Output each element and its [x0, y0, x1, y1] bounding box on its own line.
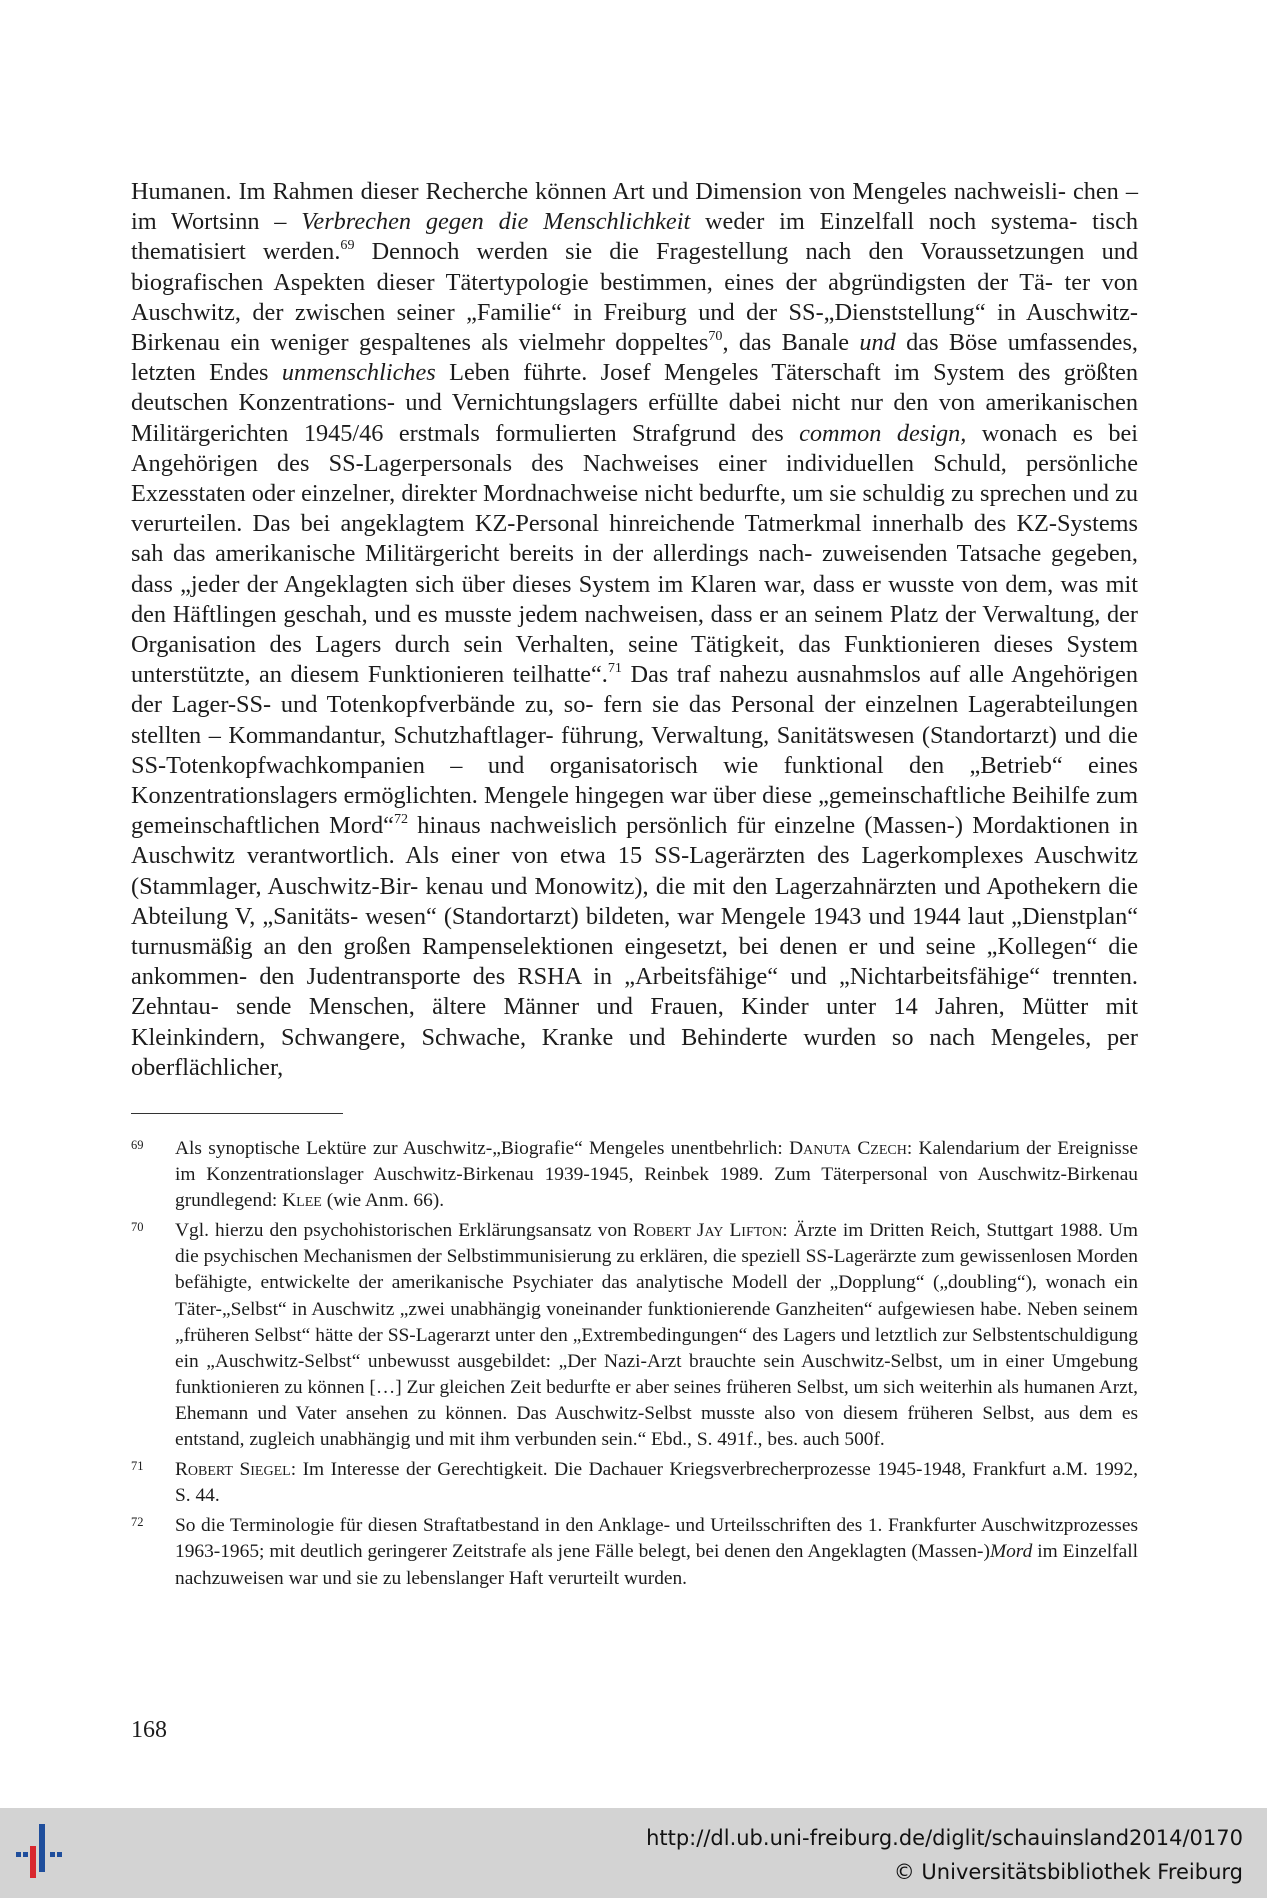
body-paragraph — [131, 177, 1138, 1083]
italic-phrase: Verbrechen gegen die Menschlichkeit — [301, 208, 691, 236]
footnote-72 — [131, 1513, 1138, 1591]
italic-phrase: unmenschliches — [281, 359, 436, 387]
text-line: weder im Einzelfall noch systema- — [690, 208, 1078, 236]
text-line: organisatorisch wie funktional den „Betrieb“ eines Konzentrationslagers ermöglichten. Mengele — [131, 751, 1138, 810]
text-line: Dennoch werden sie die Fragestellung nach den Voraussetzungen — [354, 238, 1085, 266]
text-line: zuweisenden Tatsache gegeben, dass „jeder der Angeklagten sich über dieses System im Klaren — [131, 540, 1138, 598]
text-line: den großen Rampenselektionen eingesetzt, bei denen er und seine „Kollegen“ die ankommen- — [131, 933, 1138, 991]
page-number: 168 — [131, 1717, 167, 1743]
text-line: Schwangere, Schwache, Kranke und Behinderte wurden so nach Mengeles, per oberflächlicher, — [131, 1023, 1139, 1081]
text-line: kenau und Monowitz), die mit den Lagerzahnärzten und Apothekern die Abteilung V, „Sanitäts- — [131, 872, 1138, 930]
footnote-text: : Im Interesse der Gerechtigkeit. Die Dachauer Kriegsverbrecherprozesse 1945-1948, Frankfurt a.M. 1992, S. 44. — [175, 1459, 1138, 1507]
text-line: amerikanischen Militärgerichten 1945/46 erstmals formulierten Strafgrund des — [131, 389, 1139, 447]
footnote-text: im Einzelfall nachzuweisen war und sie zu lebenslanger Haft verurteilt wurden. — [175, 1541, 1138, 1589]
footnote-71 — [131, 1457, 1138, 1509]
text-line: Das traf nahezu ausnahmslos auf alle Angehörigen der Lager-SS- und Totenkopfverbände zu, so- — [131, 661, 1139, 719]
text-line: Tätigkeit, das Funktionieren dieses System unterstützte, an diesem Funktionieren teilhatte“. — [131, 631, 1139, 689]
footnote-number: 70 — [131, 1220, 144, 1235]
footnote-number: 72 — [131, 1515, 144, 1530]
text-line: Humanen. Im Rahmen dieser Recherche können Art und Dimension von Mengeles nachweisli- — [131, 178, 1066, 205]
text-line: sende Menschen, ältere Männer und Frauen, Kinder unter 14 Jahren, Mütter mit Kleinkindern, — [131, 993, 1138, 1051]
footnote-70 — [131, 1218, 1138, 1453]
text-line: wonach es bei Angehörigen des SS-Lagerpersonals des Nachweises einer individuellen Schuld, — [131, 419, 1139, 477]
footnote-text: Als synoptische Lektüre zur Auschwitz-„Biografie“ Mengeles unentbehrlich: — [175, 1138, 790, 1159]
author-name: Robert Siegel — [175, 1459, 291, 1481]
text-line: fern sie das Personal der einzelnen Lagerabteilungen stellten – Kommandantur, Schutzhaftlager- — [131, 691, 1139, 749]
text-line: umfassendes, letzten Endes — [131, 329, 1138, 387]
footnote-ref-72[interactable]: 72 — [393, 811, 409, 828]
text-line: wesen“ (Standortarzt) bildeten, war Mengele 1943 und 1944 laut „Dienstplan“ turnusmäßig an — [131, 902, 1139, 961]
footnote-text: Vgl. hierzu den psychohistorischen Erklärungsansatz von — [175, 1220, 633, 1242]
footnote-number: 69 — [131, 1138, 144, 1152]
text-line: einer von etwa 15 SS-Lagerärzten des Lagerkomplexes Auschwitz (Stammlager, Auschwitz-Bir- — [131, 842, 1138, 900]
text-line: hingegen war über diese „gemeinschaftliche Beihilfe zum gemeinschaftlichen Mord“ — [131, 782, 1138, 840]
permalink-url[interactable]: http://dl.ub.uni-freiburg.de/diglit/schauinsland2014/0170 — [646, 1826, 1243, 1850]
text-line: , das Banale — [722, 329, 860, 357]
footnote-text: : Kalendarium der Ereignisse im Konzentrationslager Auschwitz-Birkenau 1939-1945, Reinbek 1989. Zum Täterpersonal von Auschwitz-Birkenau grundlegend: — [175, 1138, 1139, 1212]
footnote-divider — [131, 1113, 343, 1114]
text-line: des größten deutschen Konzentrations- und Vernichtungslagers erfüllte dabei nicht nur den von — [131, 359, 1139, 417]
footnote-text: : Ärzte im Dritten Reich, Stuttgart 1988. Um die psychischen Mechanismen der Selbstimmunisierung zu erklären, die speziell SS-Lagerärzte zum gewissenlosen Morden befähigte, entwickelte der amerikanische Psychiater das analytische Modell der „Dopplung“ („doubling“), wonach ein Täter-„Selbst“ in Auschwitz „zwei unabhängig voneinander funktionierende Ganzheiten“ aufgewiesen habe. Neben seinem „früheren Selbst“ hätte der SS-Lagerarzt unter den „Extrembedingungen“ des Lagers und letztlich zur Selbstentschuldigung ein „Auschwitz-Selbst“ unbewusst ausgebildet: „Der Nazi-Arzt brauchte sein Auschwitz-Selbst, um in einer Umgebung funktionieren zu können […] Zur gleichen Zeit bedurfte er aber seines früheren Selbst, um sich weiterhin als humanen Arzt, Ehemann und Vater ansehen zu können. Das Auschwitz-Selbst musste also von diesem früheren Selbst, aus dem es entstand, zugleich unabhängig und mit ihm verbunden sein.“ Ebd., S. 491f., bes. auch 500f. — [175, 1220, 1139, 1451]
author-name: Klee — [282, 1190, 322, 1212]
text-line: chen – im Wortsinn – — [131, 178, 1138, 236]
author-name: Danuta Czech — [789, 1138, 907, 1159]
text-line: tisch thematisiert werden. — [131, 208, 1138, 266]
footnote-ref-69[interactable]: 69 — [340, 237, 355, 254]
footnote-ref-70[interactable]: 70 — [708, 328, 723, 345]
text-line: ter von Auschwitz, der zwischen seiner „Familie“ in Freiburg und der SS-„Dienststellung“ in — [131, 268, 1138, 326]
footnote-number: 71 — [131, 1459, 144, 1474]
footnote-ref-71[interactable]: 71 — [607, 660, 622, 677]
text-line: war, dass er wusste von dem, was mit den Häftlingen geschah, und es musste jedem nachweisen, — [131, 570, 1139, 628]
text-line: dass er an seinem Platz der Verwaltung, der Organisation des Lagers durch sein Verhalten, seine — [131, 600, 1138, 659]
text-line: hinaus — [408, 812, 481, 840]
italic-phrase: Mord — [989, 1541, 1033, 1563]
text-line: Auschwitz-Birkenau ein weniger gespaltenes als vielmehr doppeltes — [131, 298, 1139, 357]
text-line: persönliche Exzesstaten oder einzelner, direkter Mordnachweise nicht bedurfte, um sie schuldig — [131, 449, 1138, 508]
footer-bar — [0, 1808, 1267, 1898]
text-line: den Judentransporte des RSHA in „Arbeitsfähige“ und „Nichtarbeitsfähige“ trennten. Zehntau- — [131, 963, 1139, 1021]
text-line: das Böse — [895, 329, 998, 357]
footnote-text: (wie Anm. 66). — [321, 1190, 445, 1212]
text-line: innerhalb des KZ-Systems sah das amerikanische Militärgericht bereits in der allerdings nach- — [131, 510, 1138, 568]
text-line: nachweislich persönlich für einzelne (Massen-) Mordaktionen in Auschwitz verantwortlich. Als — [131, 812, 1139, 870]
text-line: Leben führte. Josef Mengeles Täterschaft im System — [435, 359, 1005, 387]
text-line: führung, Verwaltung, Sanitätswesen (Standortarzt) und die SS-Totenkopfwachkompanien – und — [131, 721, 1138, 779]
footnotes-section — [131, 1136, 1138, 1596]
footnote-text: So die Terminologie für diesen Straftatbestand in den Anklage- und Urteilsschriften des 1. Frankfurter Auschwitzprozesses 1963-1965; mit deutlich geringerer Zeitstrafe als jene Fälle belegt, bei denen den Angeklagten (Massen-) — [175, 1515, 1138, 1563]
main-text — [131, 177, 1138, 1083]
library-logo-icon[interactable] — [14, 1818, 80, 1884]
footnote-69 — [131, 1136, 1138, 1214]
italic-phrase: und — [859, 329, 896, 357]
text-line: zu sprechen und zu verurteilen. Das bei angeklagtem KZ-Personal hinreichende Tatmerkmal — [131, 480, 1139, 538]
text-line: und biografischen Aspekten dieser Tätertypologie bestimmen, eines der abgründigsten der Tä- — [131, 238, 1139, 296]
copyright-notice: © Universitätsbibliothek Freiburg — [893, 1860, 1243, 1884]
italic-phrase: common design, — [799, 419, 967, 447]
author-name: Robert Jay Lifton — [632, 1220, 783, 1242]
